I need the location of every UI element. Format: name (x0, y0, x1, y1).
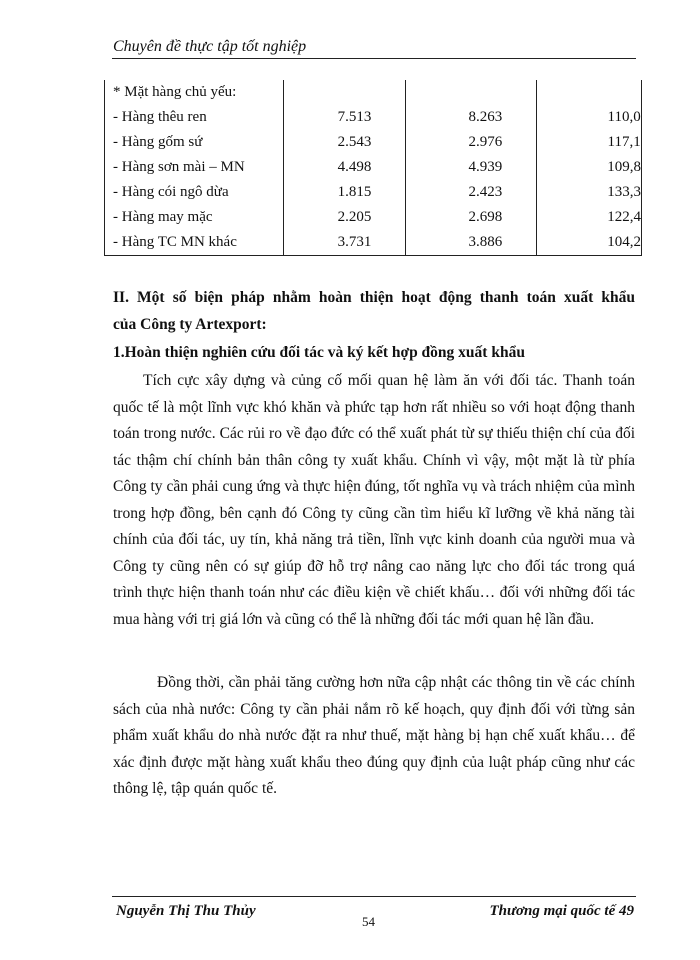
header-divider (112, 58, 636, 59)
cell-value-2008: 2.423 (406, 180, 537, 205)
table-body (105, 80, 642, 256)
footer-author: Nguyễn Thị Thu Thủy (116, 903, 256, 919)
cell-growth-percent (537, 80, 642, 105)
cell-row-label: - Hàng gốm sứ (105, 130, 284, 155)
page-number: 54 (362, 914, 375, 929)
table-row (105, 180, 642, 205)
cell-row-label: - Hàng sơn mài – MN (105, 155, 284, 180)
table-row (105, 155, 642, 180)
table-row (105, 230, 642, 256)
footer-course: Thương mại quốc tế 49 (489, 903, 634, 919)
cell-value-2008: 8.263 (406, 105, 537, 130)
table-row (105, 80, 642, 105)
cell-value-2007 (283, 80, 406, 105)
cell-value-2007: 4.498 (283, 155, 406, 180)
cell-value-2007: 1.815 (283, 180, 406, 205)
cell-growth-percent: 104,2 (537, 230, 642, 256)
section-heading-line1: II. Một số biện pháp nhằm hoàn thiện hoạt động thanh toán xuất khẩu (113, 289, 635, 306)
export-goods-table (104, 80, 642, 256)
section-heading-line2: của Công ty Artexport: (113, 316, 267, 333)
paragraph-partner-research: Tích cực xây dựng và củng cố mối quan hệ làm ăn với đối tác. Thanh toán quốc tế là một lĩnh vực khó khăn và phức tạp hơn rất nhiều so với hoạt động thanh toán trong nước. Các rủi ro về đạo đức có thể xuất phát từ sự thiếu thiện chí của đối tác thậm chí chính bản thân công ty xuất khẩu. Chính vì vậy, một mặt là từ phía Công ty cần phải cung ứng và thực hiện đúng, tốt nghĩa vụ và trách nhiệm của mình trong hợp đồng, bên cạnh đó Công ty cũng cần tìm hiểu kĩ lưỡng về khả năng tài chính của đối tác, uy tín, khả năng trả tiền, lĩnh vực kinh doanh của người mua và Công ty cũng nên có sự giúp đỡ hỗ trợ nâng cao năng lực cho đối tác trong quá trình thực hiện thanh toán như các điều kiện về chiết khấu… đối với những đối tác mua hàng với trị giá lớn và cũng có thể là những đối tác mới quan hệ lần đầu. (113, 372, 635, 628)
cell-growth-percent: 117,1 (537, 130, 642, 155)
cell-row-label: * Mặt hàng chủ yếu: (105, 80, 284, 105)
cell-value-2008: 2.698 (406, 205, 537, 230)
cell-growth-percent: 109,8 (537, 155, 642, 180)
cell-value-2007: 2.205 (283, 205, 406, 230)
header-title: Chuyên đề thực tập tốt nghiệp (113, 38, 307, 55)
table-row (105, 105, 642, 130)
cell-value-2007: 3.731 (283, 230, 406, 256)
cell-growth-percent: 133,3 (537, 180, 642, 205)
cell-growth-percent: 122,4 (537, 205, 642, 230)
cell-value-2008: 2.976 (406, 130, 537, 155)
footer-divider (112, 896, 636, 897)
cell-row-label: - Hàng cói ngô dừa (105, 180, 284, 205)
cell-growth-percent: 110,0 (537, 105, 642, 130)
table-row (105, 205, 642, 230)
cell-value-2007: 2.543 (283, 130, 406, 155)
cell-row-label: - Hàng thêu ren (105, 105, 284, 130)
table-row (105, 130, 642, 155)
cell-value-2008: 3.886 (406, 230, 537, 256)
cell-row-label: - Hàng TC MN khác (105, 230, 284, 256)
cell-value-2008: 4.939 (406, 155, 537, 180)
paragraph-state-policies: Đồng thời, cần phải tăng cường hơn nữa cập nhật các thông tin về các chính sách của nhà nước: Công ty cần phải nắm rõ kế hoạch, quy định đối với từng sản phẩm xuất khẩu do nhà nước đặt ra như thuế, mặt hàng bị hạn chế xuất khẩu… để xác định được mặt hàng xuất khẩu theo đúng quy định của luật pháp cũng như các thông lệ, tập quán quốc tế. (113, 674, 635, 797)
cell-value-2007: 7.513 (283, 105, 406, 130)
cell-value-2008 (406, 80, 537, 105)
cell-row-label: - Hàng may mặc (105, 205, 284, 230)
subsection-heading: 1.Hoàn thiện nghiên cứu đối tác và ký kết hợp đồng xuất khẩu (113, 344, 525, 361)
